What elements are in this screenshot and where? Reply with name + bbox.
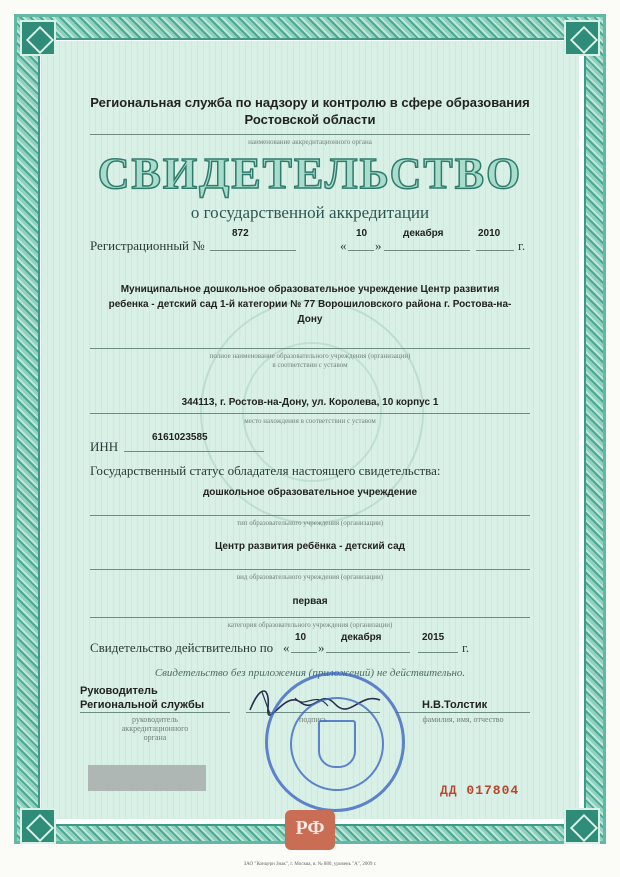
validity-day-rule — [291, 652, 317, 653]
status-kind-caption: вид образовательного учреждения (организации) — [236, 573, 384, 581]
institution-name-line3: Дону — [297, 314, 323, 325]
inn-value: 6161023585 — [152, 432, 208, 443]
corner-ornament-icon — [20, 20, 56, 56]
institution-name-line1: Муниципальное дошкольное образовательное учреждение Центр развития — [120, 284, 500, 295]
address-caption: место нахождения в соответствии с уставом — [244, 417, 376, 425]
institution-rule — [90, 348, 530, 349]
registration-day: 10 — [356, 228, 368, 239]
official-seal-icon — [265, 672, 405, 812]
validity-year-suffix: г. — [462, 640, 470, 655]
signatory-caption-left2: аккредитационного — [121, 724, 189, 733]
status-category-value: первая — [292, 596, 328, 607]
validity-quote-open: « — [283, 640, 290, 655]
issuer-line2: Ростовской области — [244, 112, 376, 127]
institution-caption1: полное наименование образовательного учреждения (организации) — [209, 352, 411, 360]
validity-label: Свидетельство действительно по — [90, 640, 274, 655]
signatory-caption-left3: органа — [143, 733, 167, 742]
validity-year: 2015 — [422, 632, 445, 643]
issuer-caption: наименование аккредитационного органа — [248, 138, 372, 146]
corner-ornament-icon — [564, 20, 600, 56]
inn-label: ИНН — [90, 439, 119, 454]
rf-emblem-icon — [285, 810, 335, 850]
rf-mark: РФ — [295, 817, 325, 839]
signature-caption: подпись — [299, 715, 327, 724]
status-kind-value: Центр развития ребёнка - детский сад — [214, 541, 406, 552]
validity-quote-close: » — [318, 640, 325, 655]
validity-note: Свидетельство без приложения (приложений) не действительно. — [154, 667, 466, 679]
status-category-caption: категория образовательного учреждения (организации) — [227, 621, 393, 629]
institution-name-line2: ребенка - детский сад 1-й категории № 77 Ворошиловского района г. Ростова-на- — [108, 299, 512, 310]
institution-caption2: в соответствии с уставом — [272, 361, 348, 369]
signatory-title-line1: Руководитель — [80, 685, 158, 697]
serial-number: ДД 017804 — [440, 783, 520, 798]
registration-month-rule — [384, 250, 470, 251]
certificate-subtitle: о государственной аккредитации — [190, 203, 430, 222]
corner-ornament-icon — [564, 808, 600, 844]
status-type-caption: тип образовательного учреждения (организации) — [236, 519, 384, 527]
address-value: 344113, г. Ростов-на-Дону, ул. Королева, 10 корпус 1 — [181, 397, 439, 408]
issuer-line1: Региональная служба по надзору и контролю в сфере образования — [90, 95, 530, 110]
registration-month: декабря — [403, 228, 444, 239]
status-heading: Государственный статус обладателя настоящего свидетельства: — [90, 463, 441, 478]
status-kind-rule — [90, 569, 530, 570]
validity-month: декабря — [341, 632, 382, 643]
signatory-name-rule — [396, 712, 530, 713]
validity-year-rule — [418, 652, 458, 653]
validity-day: 10 — [295, 632, 307, 643]
signatory-title-line2: Региональной службы — [80, 699, 205, 711]
certificate-title: СВИДЕТЕЛЬСТВО — [97, 149, 523, 198]
signatory-name-caption: фамилия, имя, отчество — [422, 715, 504, 724]
registration-quote-close: » — [375, 238, 382, 253]
registration-number-rule — [210, 250, 296, 251]
registration-year-suffix: г. — [518, 238, 526, 253]
registration-quote-open: « — [340, 238, 347, 253]
registration-number: 872 — [232, 228, 249, 239]
issuer-rule — [90, 134, 530, 135]
redacted-block — [88, 765, 206, 791]
registration-year-rule — [476, 250, 514, 251]
signatory-caption-left1: руководитель — [132, 715, 178, 724]
registration-year: 2010 — [478, 228, 501, 239]
registration-label: Регистрационный № — [90, 238, 205, 253]
corner-ornament-icon — [20, 808, 56, 844]
printer-imprint: ЗАО "Концерн Знак", г. Москва, в. № 880, уровень "А", 2009 г. — [243, 862, 377, 867]
status-category-rule — [90, 617, 530, 618]
inn-rule — [124, 451, 264, 452]
status-type-value: дошкольное образовательное учреждение — [202, 487, 418, 498]
validity-month-rule — [326, 652, 410, 653]
status-type-rule — [90, 515, 530, 516]
registration-day-rule — [348, 250, 374, 251]
address-rule — [90, 413, 530, 414]
signatory-name: Н.В.Толстик — [422, 699, 488, 711]
signatory-title-rule — [80, 712, 230, 713]
